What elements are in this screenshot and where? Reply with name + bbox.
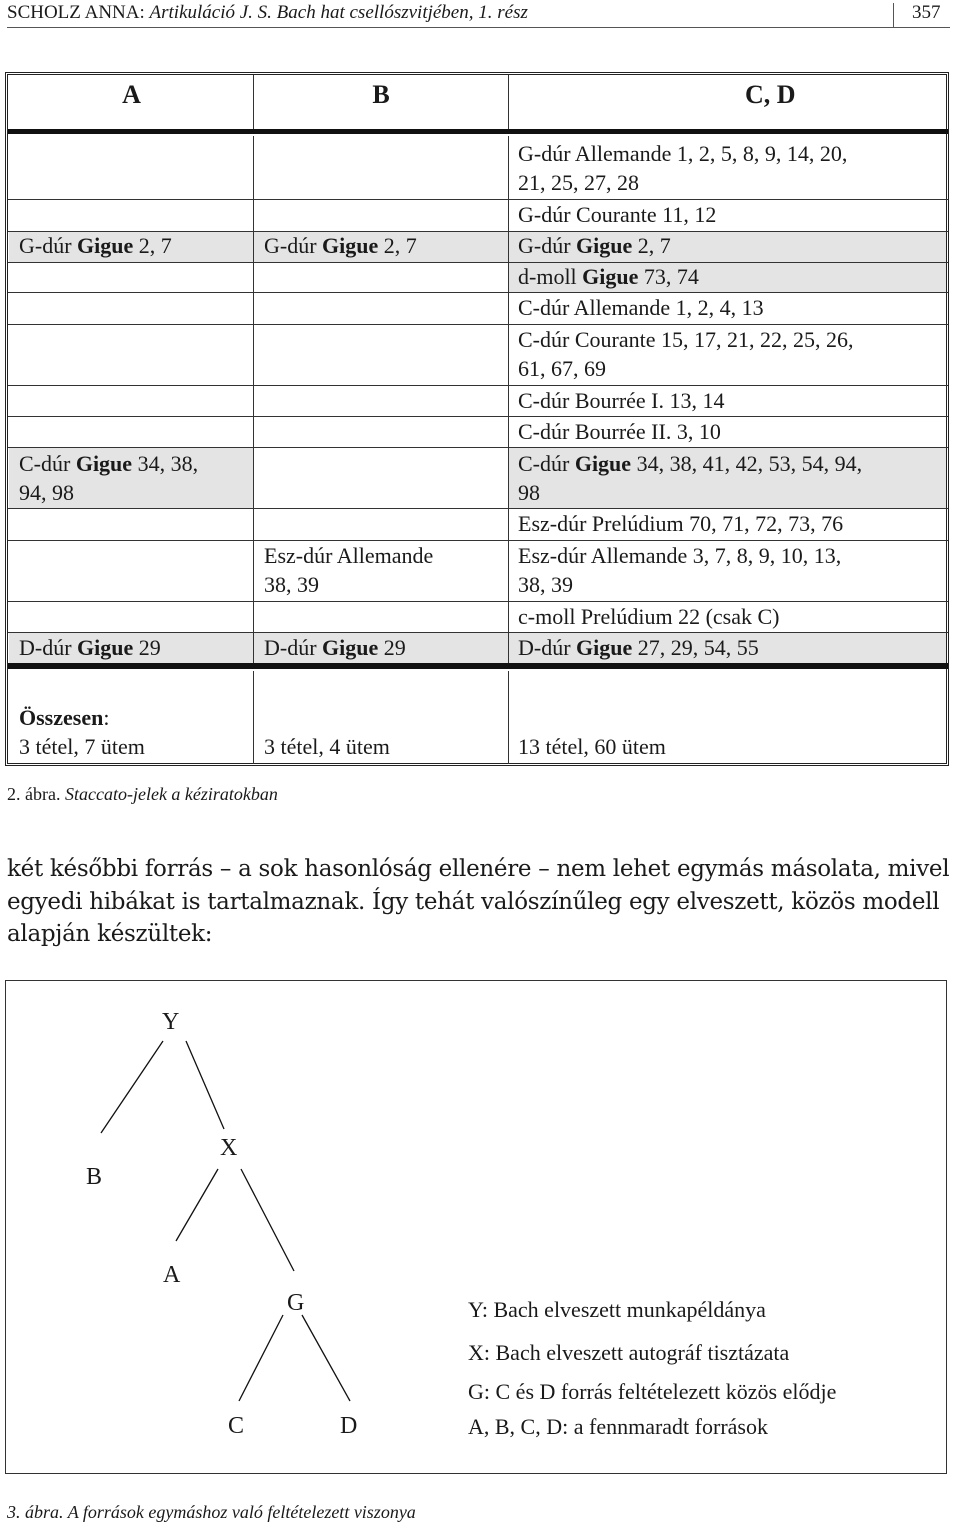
summary-thick-rule: [8, 663, 948, 669]
cell-text: d-moll: [518, 264, 583, 289]
body-paragraph: két későbbi forrás – a sok hasonlóság ellenére – nem lehet egymás másolata, mivel egyedi hibákat is tartalmaznak. Így tehát valószínűleg egy elveszett, közös modell alapján készültek:: [7, 856, 950, 947]
cell-c-r4: [518, 262, 699, 292]
cell-text: 34, 38,: [132, 451, 199, 476]
caption-text: A források egymáshoz való feltételezett viszonya: [67, 1502, 416, 1522]
caption-text: Staccato-jelek a kéziratokban: [64, 784, 278, 804]
page-number: 357: [912, 2, 941, 23]
cell-c-r9: [518, 449, 862, 479]
edge-g-c: [239, 1315, 283, 1401]
row-line: [8, 262, 948, 263]
cell-text: G-dúr: [19, 233, 78, 258]
summary-c: 13 tétel, 60 ütem: [518, 734, 666, 759]
column-header-cd: C, D: [745, 80, 796, 109]
cell-c-r13: [518, 633, 759, 663]
cell-bold: Gigue: [322, 635, 379, 660]
legend-sources: A, B, C, D: a fennmaradt források: [468, 1414, 768, 1439]
header-thick-rule: [8, 129, 948, 134]
column-header-b: B: [372, 80, 390, 109]
summary-b: 3 tétel, 4 ütem: [264, 734, 390, 759]
edge-x-a: [176, 1169, 218, 1241]
cell-bold: Gigue: [75, 451, 133, 476]
cell-text: G-dúr: [264, 233, 323, 258]
cell-text: D-dúr: [264, 635, 323, 660]
header-rule: [7, 27, 950, 28]
edge-x-g: [241, 1169, 294, 1271]
node-a: A: [163, 1262, 181, 1288]
summary-a: 3 tétel, 7 ütem: [19, 734, 145, 759]
cell-c-r7: C-dúr Bourrée I. 13, 14: [518, 388, 725, 413]
header-author: SCHOLZ ANNA:: [7, 2, 145, 23]
cell-c-r6-cont: 61, 67, 69: [518, 356, 606, 381]
cell-bold: Gigue: [77, 233, 134, 258]
row-line: [8, 199, 948, 200]
cell-c-r6: C-dúr Courante 15, 17, 21, 22, 25, 26,: [518, 327, 854, 352]
cell-bold: Gigue: [77, 635, 134, 660]
edge-y-x: [186, 1041, 224, 1129]
cell-b-r11: Esz-dúr Allemande: [264, 543, 434, 568]
cell-text: 73, 74: [638, 264, 699, 289]
cell-text: 2, 7: [632, 233, 671, 258]
node-b: B: [86, 1164, 103, 1190]
summary-label: [19, 703, 109, 733]
cell-c-r5: C-dúr Allemande 1, 2, 4, 13: [518, 295, 764, 320]
running-header: [7, 2, 528, 24]
edge-g-d: [302, 1315, 350, 1401]
row-line: [8, 385, 948, 386]
col-divider: [508, 671, 509, 764]
row-line: [8, 601, 948, 602]
cell-c-r1-cont: 21, 25, 27, 28: [518, 170, 639, 195]
node-c: C: [228, 1413, 245, 1439]
legend-g: G: C és D forrás feltételezett közös elődje: [468, 1379, 837, 1404]
cell-text: 2, 7: [133, 233, 172, 258]
cell-text: 29: [133, 635, 161, 660]
caption-number: 3. ábra.: [7, 1502, 64, 1522]
cell-b-r11-cont: 38, 39: [264, 572, 319, 597]
summary-colon: :: [103, 705, 110, 730]
node-x: X: [220, 1135, 238, 1161]
cell-bold: Gigue: [576, 233, 633, 258]
cell-bold: Gigue: [574, 451, 632, 476]
cell-b-r13: [264, 633, 406, 663]
header-title: Artikuláció J. S. Bach hat csellószvitjében, 1. rész: [149, 2, 528, 23]
row-line: [8, 416, 948, 417]
cell-c-r9-cont: 98: [518, 480, 540, 505]
row-line: [8, 292, 948, 293]
cell-a-r9-cont: 94, 98: [19, 480, 74, 505]
cell-c-r11: Esz-dúr Allemande 3, 7, 8, 9, 10, 13,: [518, 543, 842, 568]
col-divider: [253, 671, 254, 764]
stemma-diagram: [5, 980, 947, 1474]
cell-b-r3: [264, 231, 417, 261]
cell-text: C-dúr: [518, 451, 575, 476]
legend-x: X: Bach elveszett autográf tisztázata: [468, 1340, 790, 1365]
header-divider: [893, 3, 894, 27]
cell-c-r1: G-dúr Allemande 1, 2, 5, 8, 9, 14, 20,: [518, 141, 848, 166]
node-g: G: [287, 1290, 305, 1316]
col-divider: [508, 136, 509, 664]
cell-a-r3: [19, 231, 172, 261]
legend-y: Y: Bach elveszett munkapéldánya: [468, 1297, 766, 1322]
cell-c-r12: c-moll Prelúdium 22 (csak C): [518, 604, 780, 629]
col-divider: [253, 136, 254, 664]
cell-text: 29: [378, 635, 406, 660]
cell-a-r9: [19, 449, 198, 479]
cell-text: D-dúr: [19, 635, 78, 660]
cell-text: 2, 7: [378, 233, 417, 258]
cell-text: C-dúr: [19, 451, 76, 476]
cell-text: 27, 29, 54, 55: [632, 635, 759, 660]
cell-c-r2: G-dúr Courante 11, 12: [518, 202, 717, 227]
node-d: D: [340, 1413, 358, 1439]
row-line: [8, 447, 948, 448]
cell-c-r10: Esz-dúr Prelúdium 70, 71, 72, 73, 76: [518, 511, 844, 536]
figure-caption-2: [7, 784, 278, 805]
cell-bold: Gigue: [322, 233, 379, 258]
node-y: Y: [162, 1009, 180, 1035]
cell-text: G-dúr: [518, 233, 577, 258]
column-header-a: A: [122, 80, 141, 109]
col-divider: [508, 75, 509, 130]
cell-bold: Gigue: [576, 635, 633, 660]
cell-text: D-dúr: [518, 635, 577, 660]
cell-text: 34, 38, 41, 42, 53, 54, 94,: [631, 451, 863, 476]
cell-bold: Gigue: [582, 264, 639, 289]
figure-caption-3: [7, 1502, 416, 1523]
cell-c-r11-cont: 38, 39: [518, 572, 573, 597]
cell-a-r13: [19, 633, 161, 663]
edge-y-b: [101, 1041, 163, 1133]
summary-label-text: Összesen: [19, 705, 104, 730]
cell-c-r8: C-dúr Bourrée II. 3, 10: [518, 419, 721, 444]
caption-number: 2. ábra.: [7, 784, 61, 804]
cell-c-r3: [518, 231, 671, 261]
